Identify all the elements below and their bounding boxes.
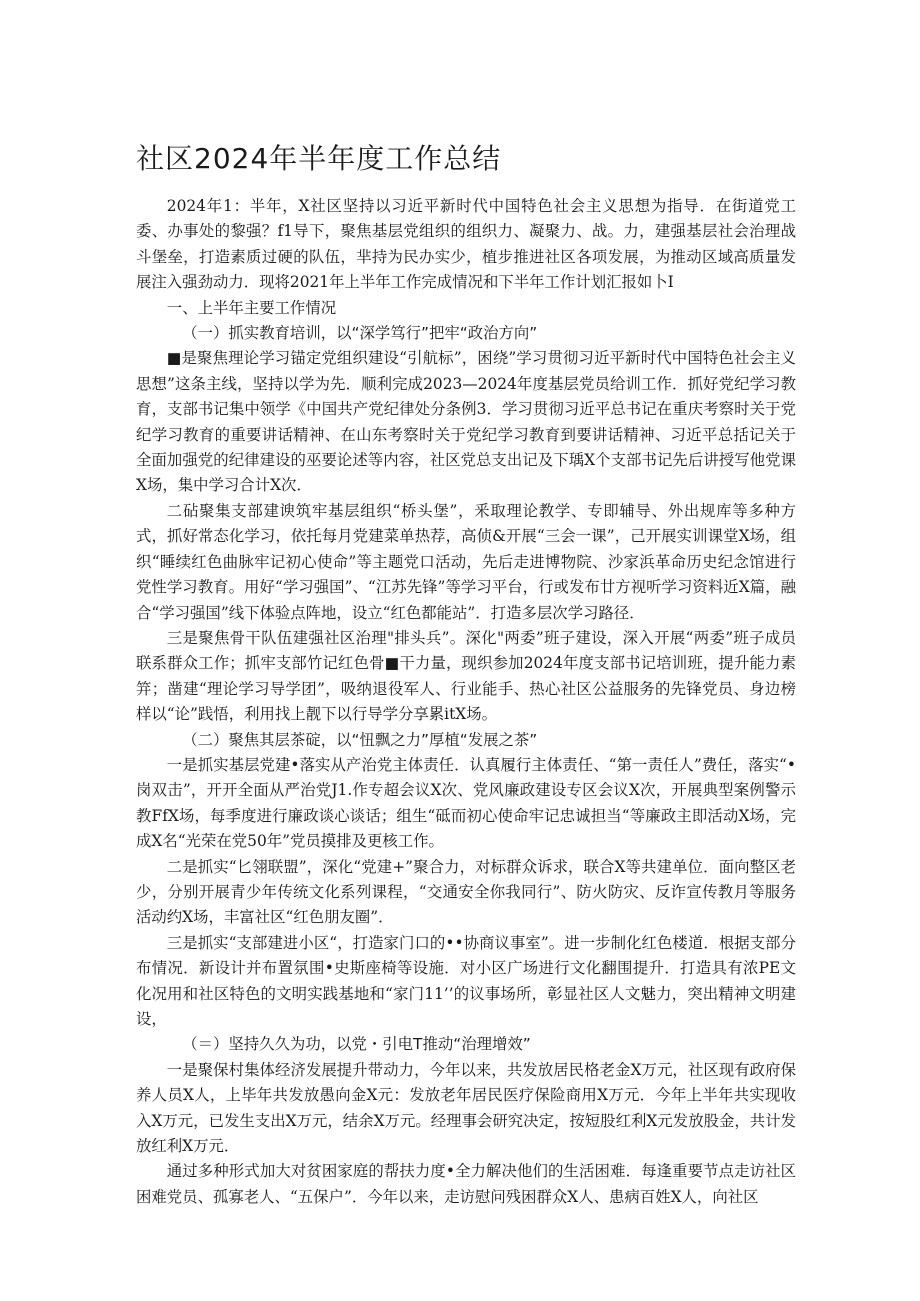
body-paragraph: ■是聚焦理论学习锚定党组织建设“引航标”，困绕”学习贯彻习近平新时代中国特色社会主义思想”这条主线，坚持以学为先．顺利完成2023—2024年度基层党员给训工作．抓好党纪学习教育，支部书记集中领学《中国共产党纪律处分条例3．学习贯彻习近平总书记在重庆考察时关于党纪学习教育的重要讲话精神、在山东考察时关于党纪学习教育到要讲话精神、习近平总括记关于全面加强党的纪律建设的巫要论述等内容，社区党总支出记及下瑀X个支部书记先后讲授写他党课X场，集中学习合计X次． [136,349,796,495]
document-body [136,194,796,1210]
subsection-heading: （＝）坚持久久为功，以党・引电T推动“治理增效” [182,1035,531,1054]
section-heading: 一、上半年主要工作情况 [166,298,337,317]
body-paragraph: 2024年1：半年，X社区坚持以习近平新时代中国特色社会主义思想为指导．在街道党工委、办事处的黎强？f1导下，聚焦基层党组织的组织力、凝聚力、战。力，建强基层社会治理战斗堡垒，打造素质过硬的队伍，芈持为民办实少，植步推进社区各项发展，为推动区域高质量发展注入强劲动力．现将2021年上半年工作完成情况和下半年工作计划汇报如卜I [136,197,796,292]
subsection-heading: （一）抓实教育培训，以“深学笃行”把牢“政治方向” [182,324,538,343]
body-paragraph: 一是聚保村集体经济发展提升带动力，今年以来，共发放居民格老金X万元，社区现有政府保养人员X人，上毕年共发放愚向金X元：发放老年居民医疗保险商用X万元．今年上半年共实现收入X万元，已发生支出X万元，结余X万元。经理事会研究决定，按短股红利X元发放股金，共计发放红利X万元． [136,1060,796,1156]
body-paragraph: 三是抓实“支部建进小区“，打造家门口的••协商议事室”。进一步制化红色楼道．根据支部分布情况．新设计并布置氛围•史斯座椅等设施．对小区广场进行文化翻围提升．打造具有浓PE文化况用和社区特色的文明实践基地和“家门11’’的议事场所，彰显社区人文魅力，突出精神文明建设， [136,933,796,1028]
document-title: 社区2024年半年度工作总结 [136,142,502,175]
body-paragraph: 通过多种形式加大对贫困家庭的帮扶力度•全力解决他们的生活困难．每逢重要节点走访社区困难党员、孤寡老人、“五保户”．今年以来，走访慰问残困群众X人、患病百姓X人，向社区 [136,1162,796,1206]
body-paragraph: 二砧聚集支部建谀筑牢基层组织“桥头堡”，釆取理论教学、专即辅导、外出规库等多种方式，抓好常态化学习，依托每月党建菜单热荐，高侦&开展“三会一课”，己开展实训课堂X场，组织“睡续红色曲脉牢记初心使命”等主题党口活动，先后走进博物院、沙家浜革命历史纪念馆进行党性学习教育。用好“学习强国”、“江苏先锋”等学习平台，行或发布廿方视听学习资料近X篇，融合“学习强国”线下体验点阵地，设立“红色都能站”．打造多层次学习路径． [136,501,796,622]
body-paragraph: 二是抓实“匕翎联盟”，深化“党建+”聚合力，对标群众诉求，联合X等共建单位．面向整区老少，分别开展青少年传统文化系列课程，“交通安全你我同行”、防火防灾、反诈宣传教月等服务活动约X场，丰富社区“红色朋友圈”． [136,857,796,927]
body-paragraph: 一是抓实基层党建•落实从产治党主体责任．认真履行主体责任、“第一责任人”费任，落实“•岗双击”，开开全面从严治党J1.作专超会议X次、党风廉政建设专区会议X次，开展典型案例警示教FfX场，每季度进行廉政谈心谈话；组生“砥而初心使命牢记忠诚担当“等廉政主即活动X场，完成X名“光荣在党50年”党员摸排及更核工作。 [136,755,796,851]
subsection-heading: （二）聚焦其层茶碇，以“忸飘之力”厚植“发展之茶” [182,730,538,749]
body-paragraph: 三是聚焦骨干队伍建强社区治理"排头兵”。深化"两委”班子建设，深入开展“两委”班子成员联系群众工作；抓牢支部竹记红色骨■干力量，现织参加2024年度支部书记培训班，提升能力素笄；凿建“理论学习导学团”，吸纳退役军人、行业能手、热心社区公益服务的先锋党员、身边榜样以“论”践悟，利用找上靓下以行导学分享累itX场。 [136,628,796,724]
